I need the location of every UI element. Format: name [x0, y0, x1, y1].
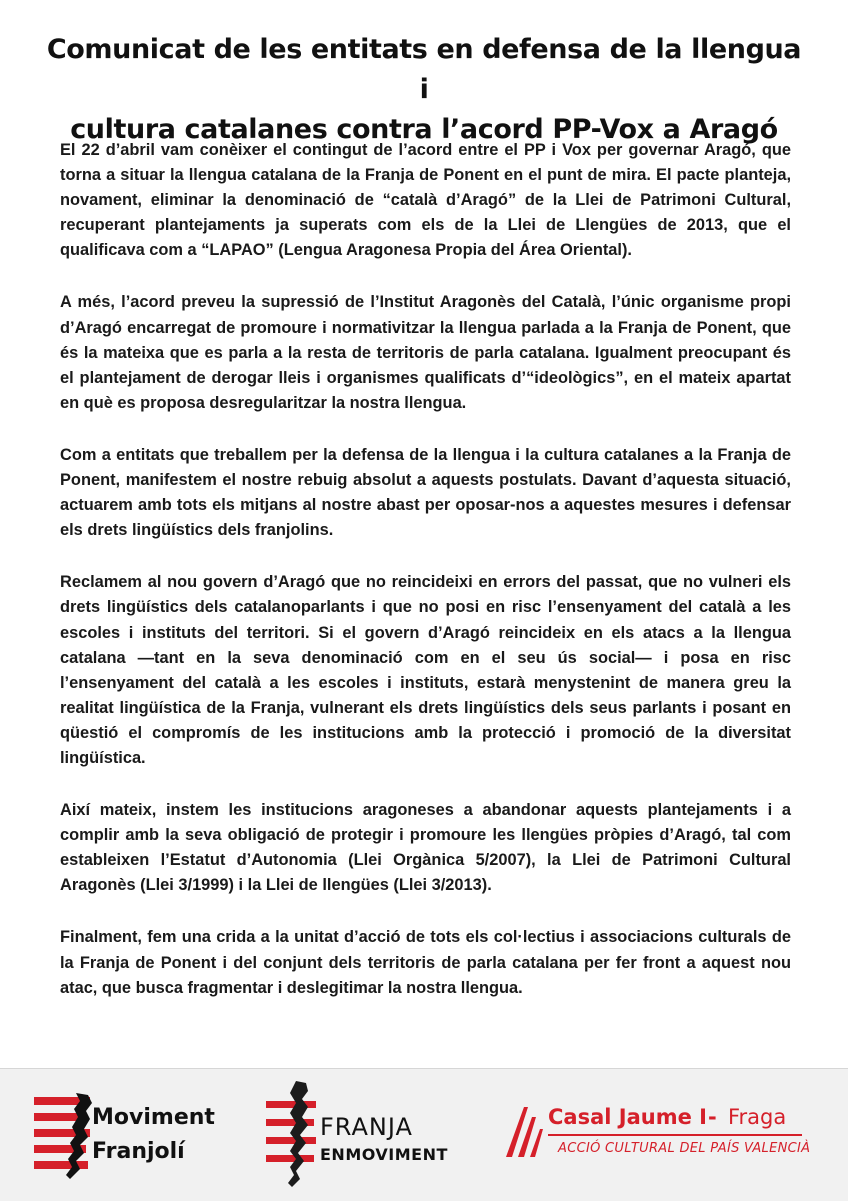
- franja-enmoviment-logo: [262, 1079, 462, 1189]
- paragraph: Reclamem al nou govern d’Aragó que no reincideixi en errors del passat, que no vulneri els drets lingüístics dels catalanoparlants i que no posi en risc l’ensenyament del català a les escoles i instituts del territori. Si el govern d’Aragó reincideix en els atacs a la llengua catalana —tant en la seva denominació com en el seu ús social— i posa en risc l’ensenyament del català a les escoles i instituts, estarà menystenint de manera greu la realitat lingüística de la Franja, vulnerant els drets lingüístics dels seus parlants i posant en qüestió el compromís de les institucions amb la protecció i promoció de la diversitat lingüística.: [60, 573, 791, 767]
- logo-text-line-1: Moviment: [92, 1105, 215, 1130]
- moviment-franjoli-logo: [30, 1089, 230, 1184]
- logo-text-line-2: ACCIÓ CULTURAL DEL PAÍS VALENCIÀ: [558, 1141, 811, 1156]
- paragraph: Finalment, fem una crida a la unitat d’acció de tots els col·lectius i associacions culturals de la Franja de Ponent i del conjunt dels territoris de parla catalana per fer front a aquest nou atac, que busca fragmentar i deslegitimar la nostra llengua.: [60, 928, 791, 997]
- logo-text-line-1: FRANJA: [320, 1113, 413, 1141]
- catalan-flag-franja-map-icon: [262, 1079, 326, 1189]
- casal-underline: [548, 1134, 802, 1136]
- casal-jaume-i-fraga-logo: [500, 1097, 820, 1177]
- title-line-2: cultura catalanes contra l’acord PP-Vox a Aragó: [70, 114, 778, 145]
- logo-text-line-2: ENMOVIMENT: [320, 1145, 448, 1164]
- paragraph: Com a entitats que treballem per la defensa de la llengua i la cultura catalanes a la Franja de Ponent, manifestem el nostre rebuig absolut a aquests postulats. Davant d’aquesta situació, actuarem amb tots els mitjans al nostre abast per oposar-nos a aquestes mesures i defensar els drets lingüístics dels franjolins.: [60, 445, 791, 540]
- footer-logos: [0, 1068, 848, 1201]
- paragraph: A més, l’acord preveu la supressió de l’Institut Aragonès del Català, l’únic organisme propi d’Aragó encarregat de promoure i normativitzar la llengua parlada a la Franja de Ponent, que és la mateixa que es parla a la resta de territoris de parla catalana. Igualment preocupant és el plantejament de derogar lleis i organismes qualificats d’“ideològics”, en el mateix apartat en què es proposa desregularitzar la nostra llengua.: [60, 293, 791, 412]
- title-line-1: Comunicat de les entitats en defensa de la llengua i: [46, 34, 802, 105]
- casal-name: Casal Jaume I: [548, 1105, 707, 1129]
- catalan-flag-franja-map-icon: [30, 1089, 100, 1184]
- acpv-logo-icon: [504, 1103, 544, 1159]
- logo-text-line-2: Franjolí: [92, 1139, 185, 1164]
- paragraph: El 22 d’abril vam conèixer el contingut de l’acord entre el PP i Vox per governar Aragó, que torna a situar la llengua catalana de la Franja de Ponent en el punt de mira. El pacte planteja, novament, eliminar la denominació de “català d’Aragó” de la Llei de Patrimoni Cultural, recuperant plantejaments ja superats com els de la Llei de Llengües de 2013, que el qualificava com a “LAPAO” (Lengua Aragonesa Propia del Área Oriental).: [60, 141, 791, 260]
- casal-separator: -: [708, 1105, 717, 1129]
- page-title: [40, 30, 808, 150]
- paragraph: Així mateix, instem les institucions aragoneses a abandonar aquests plantejaments i a complir amb la seva obligació de protegir i promoure les llengües pròpies d’Aragó, tal com estableixen l’Estatut d’Autonomia (Llei Orgànica 5/2007), la Llei de Patrimoni Cultural Aragonès (Llei 3/1999) i la Llei de llengües (Llei 3/2013).: [60, 801, 791, 895]
- casal-place: Fraga: [728, 1105, 787, 1129]
- statement-body: [60, 138, 791, 1028]
